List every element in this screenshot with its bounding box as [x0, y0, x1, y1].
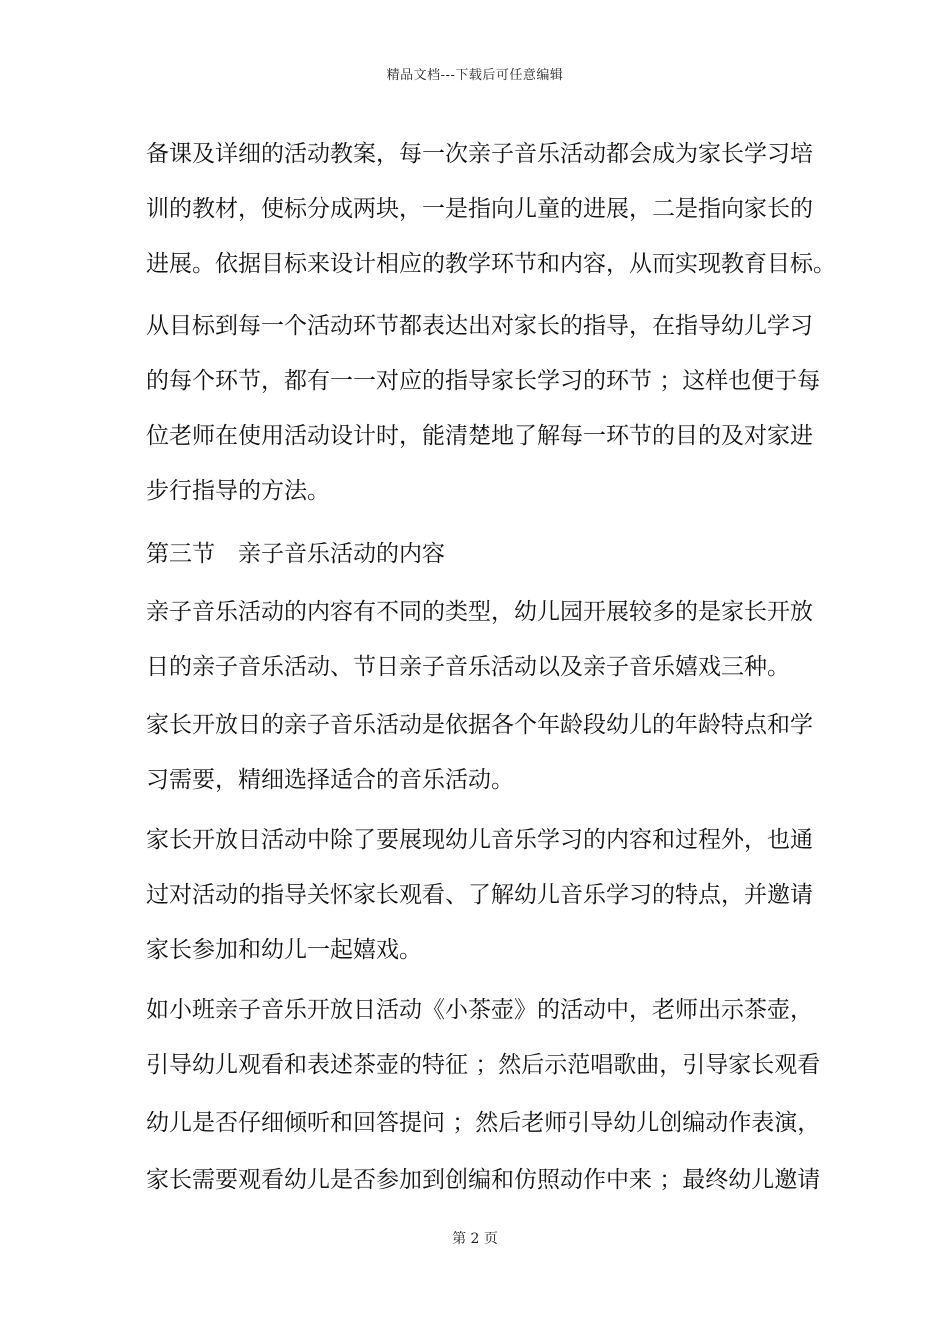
text-line: 位老师在使用活动设计时，能清楚地了解每一环节的目的及对家进 [146, 423, 813, 449]
text-line: 训的教材，使标分成两块，一是指向儿童的进展，二是指向家长的 [146, 196, 813, 222]
text-line: 幼儿是否仔细倾听和回答提问 ；然后老师引导幼儿创编动作表演， [146, 1110, 821, 1136]
text-line: 家长参加和幼儿一起嬉戏。 [146, 937, 422, 963]
text-line: 习需要，精细选择适合的音乐活动。 [146, 767, 514, 793]
text-line: 如小班亲子音乐开放日活动《小茶壶》的活动中，老师出示茶壶， [146, 997, 813, 1023]
text-line: 家长需要观看幼儿是否参加到创编和仿照动作中来 ；最终幼儿邀请 [146, 1167, 821, 1193]
text-line: 过对活动的指导关怀家长观看、了解幼儿音乐学习的特点，并邀请 [146, 882, 813, 908]
section-heading: 第三节 亲子音乐活动的内容 [146, 541, 445, 567]
page-header: 精品文档---下载后可任意编辑 [386, 68, 564, 83]
text-line: 的每个环节，都有一一对应的指导家长学习的环节 ；这样也便于每 [146, 368, 821, 394]
text-line: 家长开放日活动中除了要展现幼儿音乐学习的内容和过程外，也通 [146, 827, 813, 853]
text-line: 亲子音乐活动的内容有不同的类型，幼儿园开展较多的是家长开放 [146, 599, 813, 625]
page-number: 第 2 页 [452, 1231, 498, 1247]
text-line: 从目标到每一个活动环节都表达出对家长的指导，在指导幼儿学习 [146, 313, 813, 339]
text-line: 步行指导的方法。 [146, 478, 330, 504]
text-line: 进展。依据目标来设计相应的教学环节和内容，从而实现教育目标。 [146, 251, 836, 277]
text-line: 日的亲子音乐活动、节日亲子音乐活动以及亲子音乐嬉戏三种。 [146, 654, 790, 680]
text-line: 备课及详细的活动教案，每一次亲子音乐活动都会成为家长学习培 [146, 141, 813, 167]
text-line: 引导幼儿观看和表述茶壶的特征 ；然后示范唱歌曲，引导家长观看 [146, 1052, 821, 1078]
text-line: 家长开放日的亲子音乐活动是依据各个年龄段幼儿的年龄特点和学 [146, 712, 813, 738]
